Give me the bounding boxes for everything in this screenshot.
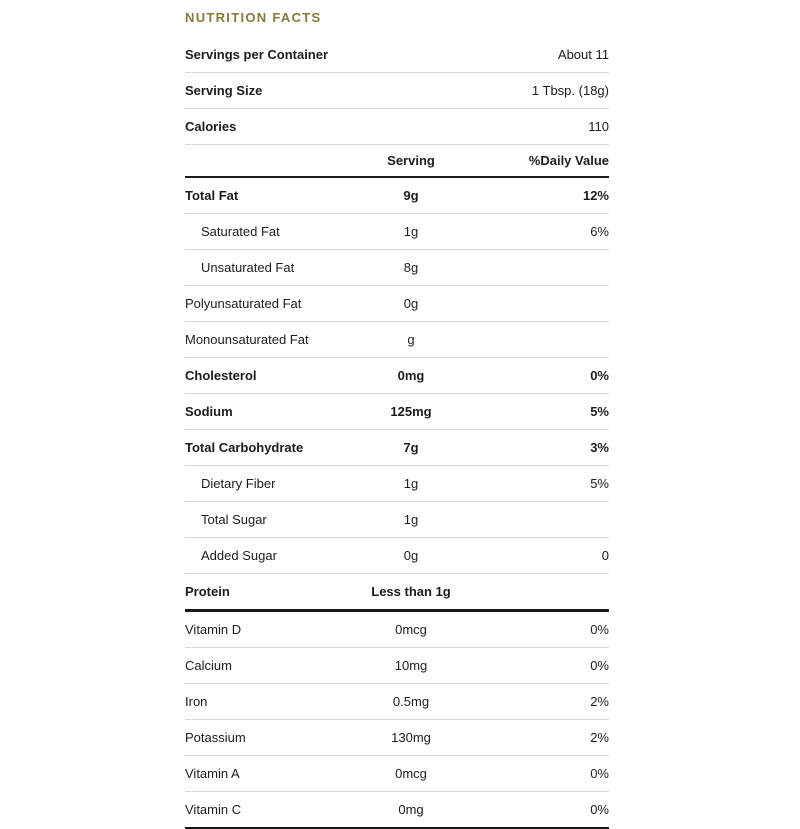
table-row-calcium bbox=[185, 648, 609, 684]
serving-value: 9g bbox=[403, 188, 419, 203]
table-row-cholesterol bbox=[185, 358, 609, 394]
row-value: About 11 bbox=[557, 47, 609, 62]
table-row-dietary-fiber bbox=[185, 466, 609, 502]
nutrient-label: Monounsaturated Fat bbox=[185, 332, 309, 347]
table-row-iron bbox=[185, 684, 609, 720]
column-header-row bbox=[185, 145, 609, 178]
table-row-vitamin-d bbox=[185, 612, 609, 648]
serving-value: 0.5mg bbox=[392, 694, 430, 709]
table-row-sodium bbox=[185, 394, 609, 430]
daily-value-column-header: %Daily Value bbox=[528, 153, 609, 168]
table-row-saturated-fat bbox=[185, 214, 609, 250]
nutrition-facts-table bbox=[185, 0, 609, 829]
calories-row bbox=[185, 109, 609, 145]
daily-value: 6% bbox=[590, 224, 609, 239]
serving-value: 0mcg bbox=[395, 622, 427, 637]
section-title: NUTRITION FACTS bbox=[185, 10, 322, 25]
nutrient-label: Polyunsaturated Fat bbox=[185, 296, 302, 311]
table-row-total-carbohydrate bbox=[185, 430, 609, 466]
nutrient-label: Protein bbox=[185, 584, 230, 599]
daily-value: 2% bbox=[590, 730, 609, 745]
serving-value: 7g bbox=[403, 440, 419, 455]
serving-value: 0mg bbox=[397, 368, 425, 383]
serving-value: 125mg bbox=[390, 404, 432, 419]
row-label: Serving Size bbox=[185, 83, 263, 98]
serving-value: 10mg bbox=[394, 658, 428, 673]
daily-value: 5% bbox=[590, 404, 609, 419]
nutrient-label: Potassium bbox=[185, 730, 246, 745]
serving-column-header: Serving bbox=[387, 153, 435, 168]
serving-value: 8g bbox=[403, 260, 419, 275]
daily-value: 12% bbox=[582, 188, 609, 203]
nutrient-label: Unsaturated Fat bbox=[201, 260, 295, 275]
table-row-monounsaturated-fat bbox=[185, 322, 609, 358]
nutrient-label: Total Carbohydrate bbox=[185, 440, 304, 455]
table-row-total-sugar bbox=[185, 502, 609, 538]
daily-value: 0% bbox=[590, 766, 609, 781]
table-row-vitamin-a bbox=[185, 756, 609, 792]
daily-value: 0% bbox=[590, 658, 609, 673]
serving-value: 1g bbox=[403, 512, 419, 527]
daily-value: 0 bbox=[601, 548, 609, 563]
serving-value: g bbox=[407, 332, 415, 347]
nutrient-label: Vitamin C bbox=[185, 802, 242, 817]
nutrient-label: Vitamin A bbox=[185, 766, 240, 781]
table-row-unsaturated-fat bbox=[185, 250, 609, 286]
nutrient-label: Total Sugar bbox=[201, 512, 267, 527]
nutrient-label: Iron bbox=[185, 694, 208, 709]
daily-value: 0% bbox=[590, 368, 609, 383]
serving-value: 0mg bbox=[398, 802, 424, 817]
nutrient-label: Sodium bbox=[185, 404, 233, 419]
table-row-vitamin-c bbox=[185, 792, 609, 829]
serving-value: 0g bbox=[403, 548, 419, 563]
serving-value: 0g bbox=[403, 296, 419, 311]
nutrient-label: Added Sugar bbox=[201, 548, 277, 563]
serving-value: 1g bbox=[403, 476, 419, 491]
servings-per-container-row bbox=[185, 37, 609, 73]
row-label: Calories bbox=[185, 119, 237, 134]
daily-value: 5% bbox=[590, 476, 609, 491]
nutrient-label: Dietary Fiber bbox=[201, 476, 276, 491]
daily-value: 0% bbox=[590, 802, 609, 817]
nutrient-label: Total Fat bbox=[185, 188, 239, 203]
table-row-protein bbox=[185, 574, 609, 612]
serving-value: Less than 1g bbox=[371, 584, 451, 599]
nutrient-label: Saturated Fat bbox=[201, 224, 280, 239]
daily-value: 2% bbox=[590, 694, 609, 709]
daily-value: 0% bbox=[590, 622, 609, 637]
serving-value: 130mg bbox=[391, 730, 431, 745]
row-value: 1 Tbsp. (18g) bbox=[531, 83, 609, 98]
daily-value: 3% bbox=[590, 440, 609, 455]
table-row-potassium bbox=[185, 720, 609, 756]
nutrient-label: Vitamin D bbox=[185, 622, 242, 637]
row-label: Servings per Container bbox=[185, 47, 329, 62]
nutrient-label: Cholesterol bbox=[185, 368, 257, 383]
table-row-added-sugar bbox=[185, 538, 609, 574]
serving-value: 0mcg bbox=[395, 766, 427, 781]
serving-size-row bbox=[185, 73, 609, 109]
nutrient-label: Calcium bbox=[185, 658, 232, 673]
table-row-polyunsaturated-fat bbox=[185, 286, 609, 322]
table-row-total-fat bbox=[185, 178, 609, 214]
row-value: 110 bbox=[588, 119, 609, 134]
serving-value: 1g bbox=[403, 224, 419, 239]
